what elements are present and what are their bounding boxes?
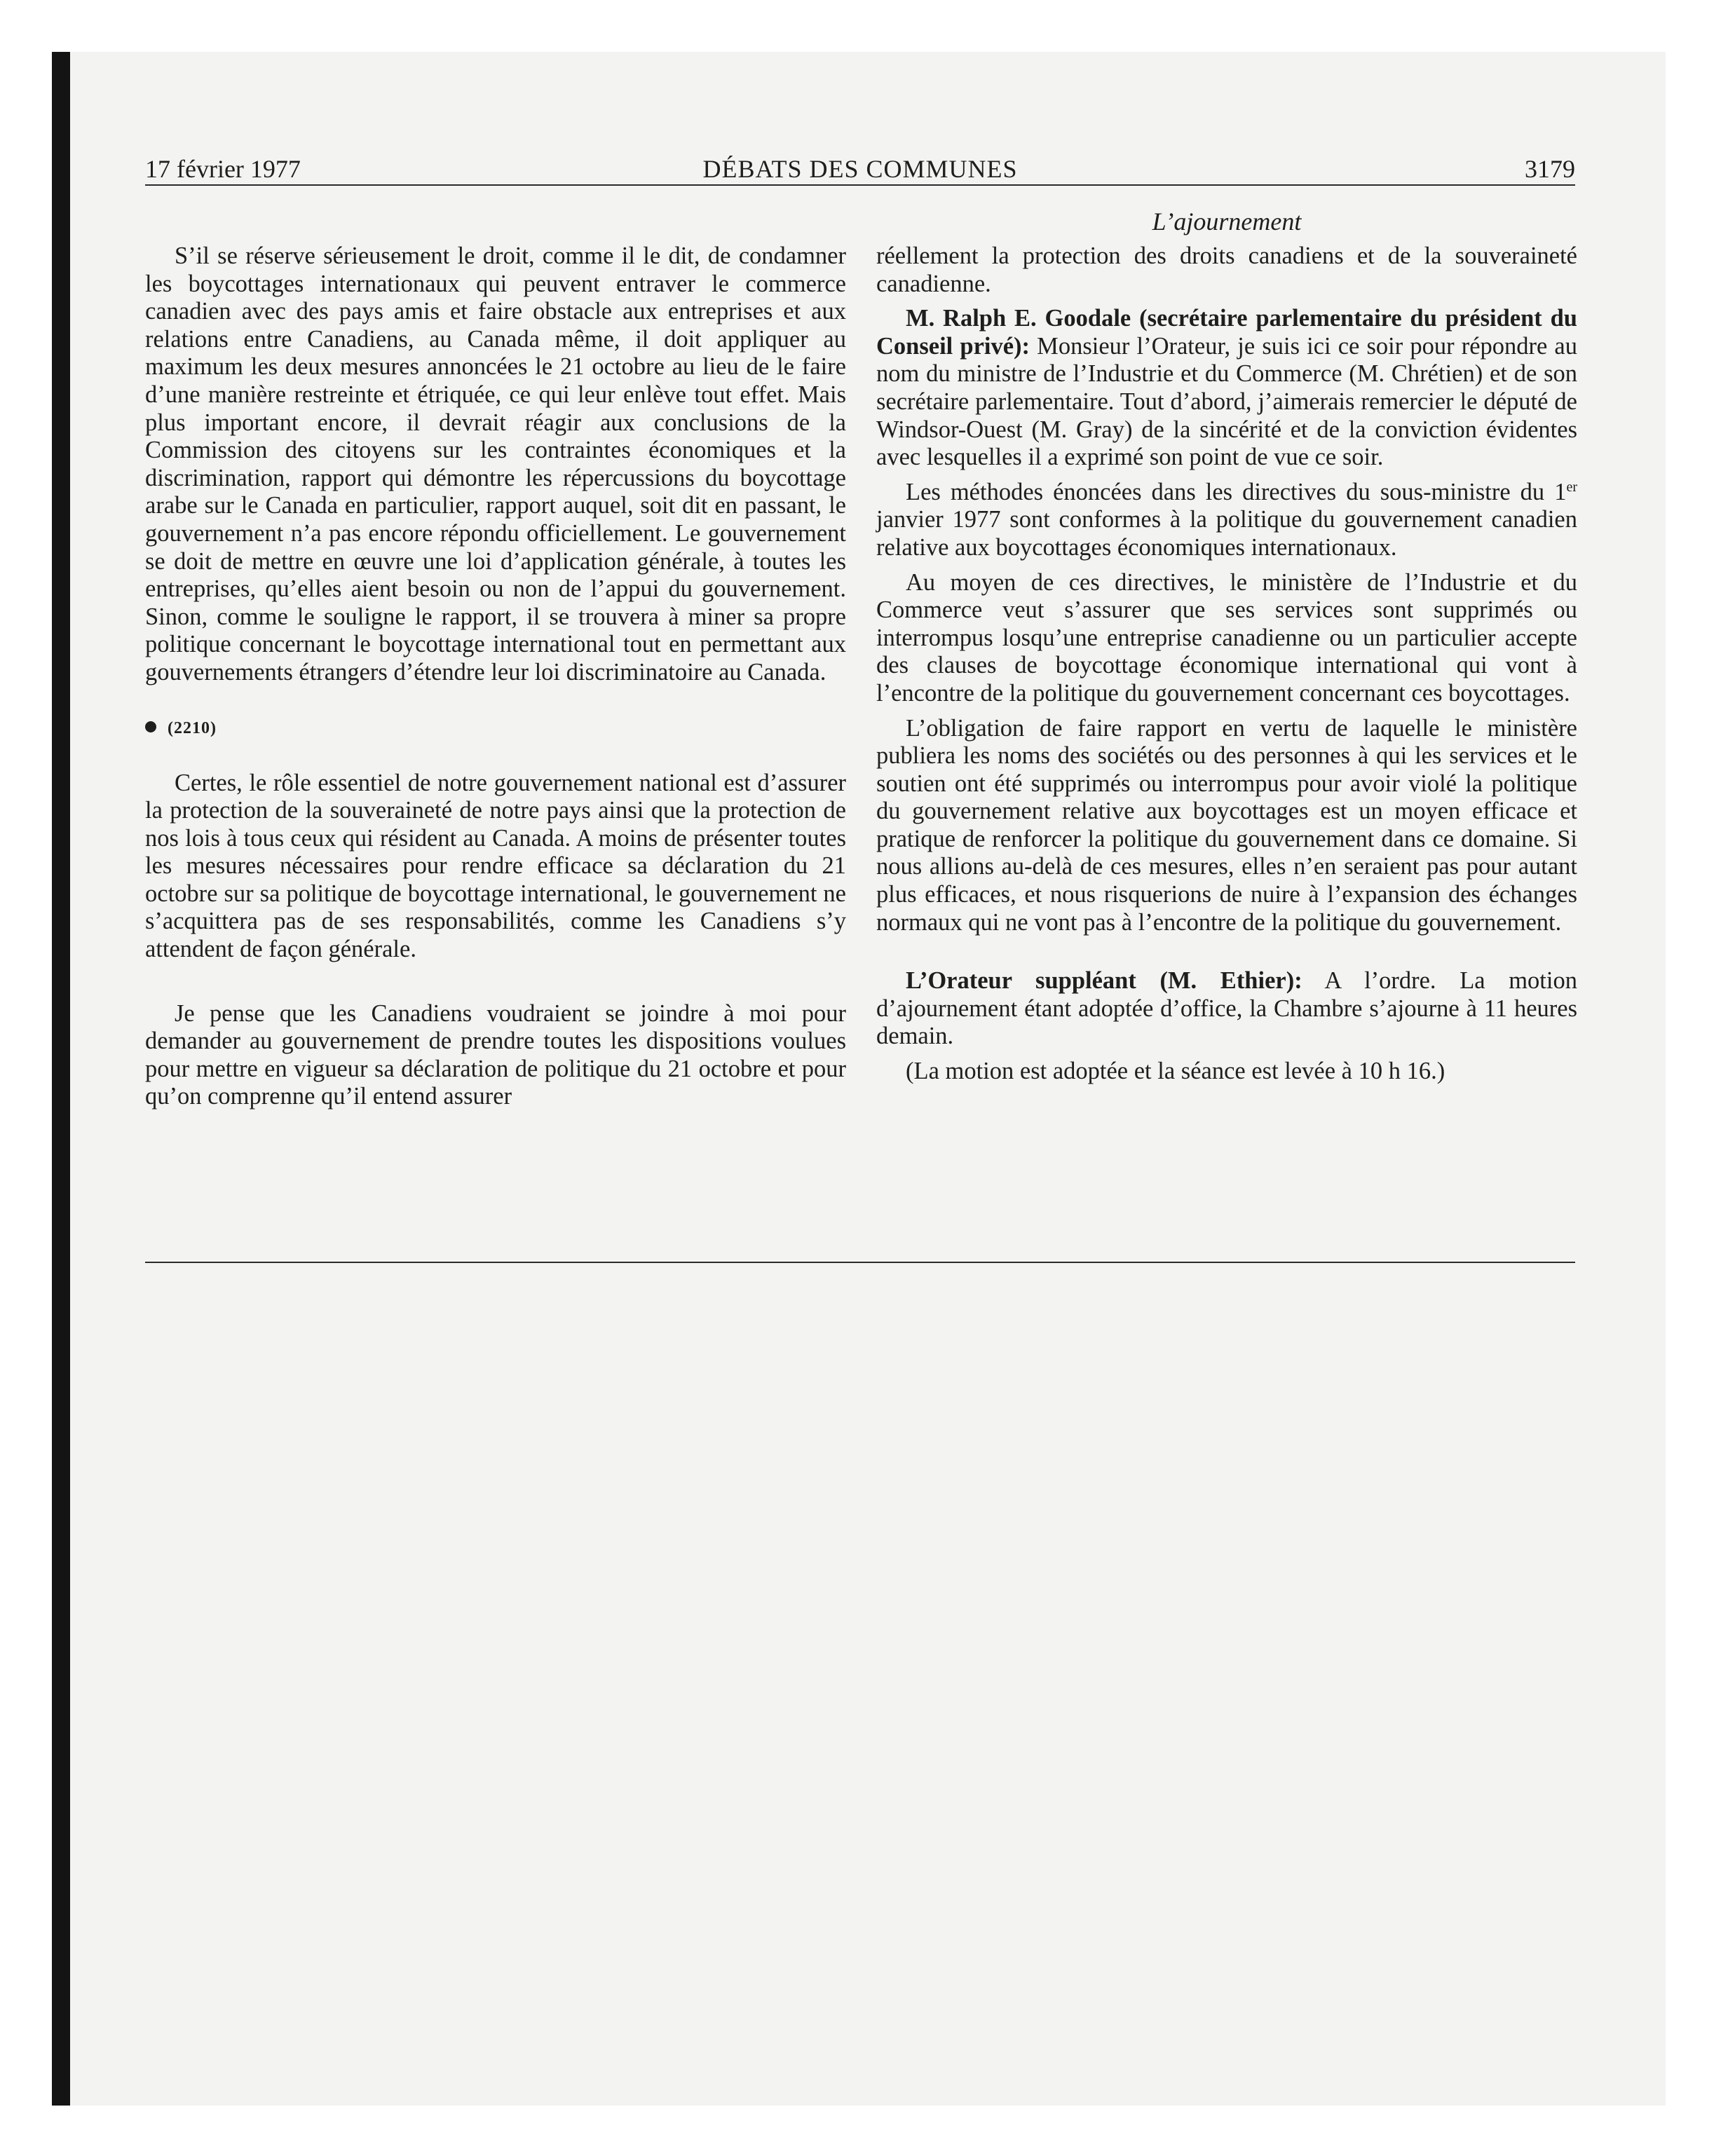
header-rule [145, 184, 1575, 186]
paragraph: Je pense que les Canadiens voudraient se joindre à moi pour demander au gouvernement de prendre toutes les dispositions voulues pour mettre en vigueur sa déclaration de politique du 21 octobre et pour qu’on comprenne qu’il entend assurer [145, 999, 846, 1110]
speaker-name: M. Ralph E. Goodale (secrétaire parlementaire du président du Conseil privé): [876, 305, 1577, 360]
speech-text: A l’ordre. La motion d’ajournement étant adoptée d’office, la Chambre s’ajourne à 11 heures demain. [876, 967, 1577, 1050]
footer-rule [145, 1262, 1575, 1263]
header-date: 17 février 1977 [145, 155, 301, 183]
paragraph [876, 479, 1577, 562]
page-number: 3179 [1525, 155, 1575, 183]
superscript: er [1566, 479, 1577, 495]
timestamp: (2210) [168, 718, 217, 737]
closing-note: (La motion est adoptée et la séance est levée à 10 h 16.) [906, 1058, 1445, 1085]
header-title: DÉBATS DES COMMUNES [702, 155, 1018, 183]
paragraph: S’il se réserve sérieusement le droit, comme il le dit, de condamner les boycottages internationaux qui peuvent entraver le commerce canadien avec des pays amis et faire obstacle aux entreprises et aux relations entre Canadiens, au Canada même, il doit appliquer au maximum les deux mesures annoncées le 21 octobre au lieu de le faire d’une manière restreinte et étriquée, ce qui leur enlève tout effet. Mais plus important encore, il devrait réagir aux conclusions de la Commission des citoyens sur les contraintes économiques et la discrimination, rapport qui démontre les répercussions du boycottage arabe sur le Canada en particulier, rapport auquel, soit dit en passant, le gouvernement n’a pas encore répondu officiellement. Le gouvernement se doit de mettre en œuvre une loi d’application générale, à toutes les entreprises, qu’elles aient besoin ou non de l’appui du gouvernement. Sinon, comme le souligne le rapport, il se trouvera à miner sa propre politique concernant le boycottage international tout en permettant aux gouvernements étrangers d’étendre leur loi discriminatoire au Canada. [145, 243, 846, 685]
paragraph: Au moyen de ces directives, le ministère de l’Industrie et du Commerce veut s’assurer que ses services sont supprimés ou interrompus losqu’une entreprise canadienne ou un particulier accepte des clauses de boycottage économique international qui vont à l’encontre de la politique du gouvernement concernant ces boycottages. [876, 568, 1577, 707]
bullet-icon [145, 721, 156, 732]
paragraph-continuation: réellement la protection des droits canadiens et de la souveraineté canadienne. [876, 243, 1577, 297]
binding-edge [52, 52, 70, 2106]
speech-goodale [876, 305, 1577, 472]
right-column [876, 243, 1577, 1086]
speaker-name: L’Orateur suppléant (M. Ethier): [906, 967, 1302, 995]
speech-text: Monsieur l’Orateur, je suis ici ce soir pour répondre au nom du ministre de l’Industrie et du Commerce (M. Chrétien) et de son secrétaire parlementaire. Tout d’abord, j’aimerais remercier le député de Windsor-Ouest (M. Gray) de la sincérité et de la conviction évidentes avec lesquelles il a exprimé son point de vue ce soir. [876, 332, 1577, 471]
paragraph: L’obligation de faire rapport en vertu de laquelle le ministère publiera les noms des sociétés ou des personnes à qui les services et le soutien ont été supprimés ou interrompus pour avoir violé la politique du gouvernement relative aux boycottages est un moyen efficace et pratique de renforcer la politique du gouvernement dans ce domaine. Si nous allions au-delà de ces mesures, elles n’en seraient pas pour autant plus efficaces, et nous risquerions de nuire à l’expansion des échanges normaux qui ne vont pas à l’encontre de la politique du gouvernement. [876, 714, 1577, 936]
running-head [145, 151, 1575, 187]
speech-speaker [876, 967, 1577, 1051]
section-heading: L’ajournement [1152, 207, 1302, 236]
paragraph: Certes, le rôle essentiel de notre gouvernement national est d’assurer la protection de la souveraineté de notre pays ainsi que la protection de nos lois à tous ceux qui résident au Canada. A moins de présenter toutes les mesures nécessaires pour rendre efficace sa déclaration du 21 octobre sur sa politique de boycottage international, le gouvernement ne s’acquittera pas de ses responsabilités, comme les Canadiens s’y attendent de façon générale. [145, 769, 846, 963]
timestamp-marker [145, 718, 846, 739]
text-run: Les méthodes énoncées dans les directives du sous-ministre du 1 [906, 478, 1567, 505]
text-run: janvier 1977 sont conformes à la politique du gouvernement canadien relative aux boycottages économiques internationaux. [876, 506, 1577, 561]
left-column [145, 243, 846, 1111]
